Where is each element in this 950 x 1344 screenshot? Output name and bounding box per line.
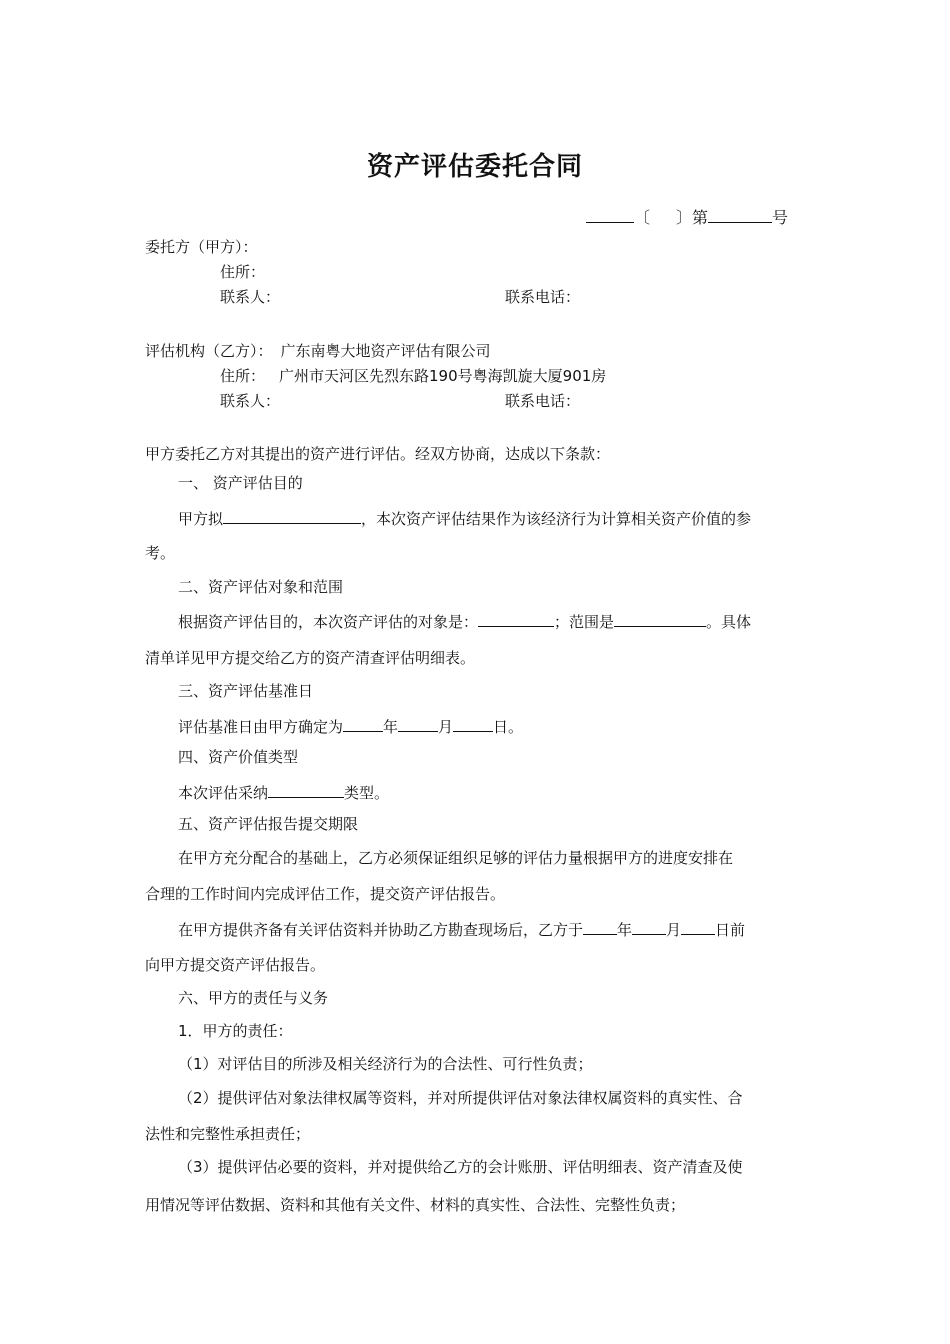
section-6-item-2-line-2: 法性和完整性承担责任； <box>145 1125 311 1143</box>
s2-text-c: 。具体 <box>706 613 752 631</box>
value-type-blank <box>268 781 344 798</box>
section-5-paragraph-2-line-2: 向甲方提交资产评估报告。 <box>145 956 326 974</box>
party-a-label: 委托方（甲方）： <box>145 238 258 256</box>
s5-year: 年 <box>617 921 633 939</box>
document-title: 资产评估委托合同 <box>366 152 583 182</box>
section-5-heading: 五、资产评估报告提交期限 <box>178 815 359 833</box>
section-2-paragraph-line-2: 清单详见甲方提交给乙方的资产清查评估明细表。 <box>145 649 476 667</box>
section-3-heading: 三、资产评估基准日 <box>178 682 314 700</box>
contract-number-line <box>586 206 788 228</box>
section-6-subheading-1: 1．甲方的责任： <box>178 1022 293 1040</box>
party-b-line <box>145 341 491 361</box>
deadline-year-blank <box>583 918 617 935</box>
deadline-month-blank <box>632 918 666 935</box>
section-1-heading: 一、 资产评估目的 <box>178 474 303 492</box>
party-b-phone-label: 联系电话： <box>505 392 581 410</box>
s2-text-a: 根据资产评估目的，本次资产评估的对象是： <box>178 613 479 631</box>
s5-month: 月 <box>666 921 682 939</box>
section-5-paragraph-1-line-1: 在甲方充分配合的基础上，乙方必须保证组织足够的评估力量根据甲方的进度安排在 <box>178 849 734 867</box>
section-4-paragraph <box>178 781 389 803</box>
s3-text-a: 评估基准日由甲方确定为 <box>178 718 344 736</box>
party-b-name: 广东南粤大地资产评估有限公司 <box>280 342 491 360</box>
section-2-paragraph-line-1 <box>178 610 751 632</box>
party-b-address: 广州市天河区先烈东路190号粤海凯旋大厦901房 <box>279 367 607 385</box>
s4-text-b: 类型。 <box>344 784 390 802</box>
s2-text-b: ；范围是 <box>554 613 615 631</box>
party-a-address-label: 住所： <box>220 263 266 281</box>
section-3-paragraph <box>178 715 523 737</box>
purpose-blank <box>223 507 361 524</box>
object-blank <box>478 610 554 627</box>
s3-month: 月 <box>438 718 454 736</box>
party-b-label: 评估机构（乙方）： <box>145 342 273 360</box>
section-6-item-1: （1）对评估目的所涉及相关经济行为的合法性、可行性负责； <box>178 1055 593 1073</box>
section-6-item-3-line-2: 用情况等评估数据、资料和其他有关文件、材料的真实性、合法性、完整性负责； <box>145 1196 686 1214</box>
intro-paragraph: 甲方委托乙方对其提出的资产进行评估。经双方协商，达成以下条款： <box>145 445 611 463</box>
party-b-address-line <box>220 366 606 386</box>
s3-year: 年 <box>383 718 399 736</box>
section-1-paragraph-line-1 <box>178 507 751 529</box>
deadline-day-blank <box>681 918 715 935</box>
base-month-blank <box>398 715 438 732</box>
scope-blank <box>614 610 706 627</box>
s1-text-b: ，本次资产评估结果作为该经济行为计算相关资产价值的参 <box>361 510 752 528</box>
section-1-paragraph-line-2: 考。 <box>145 544 176 562</box>
bracket-open: 〔 <box>634 208 651 227</box>
s4-text-a: 本次评估采纳 <box>178 784 269 802</box>
section-2-heading: 二、资产评估对象和范围 <box>178 578 344 596</box>
base-day-blank <box>453 715 493 732</box>
section-6-item-2-line-1: （2）提供评估对象法律权属等资料，并对所提供评估对象法律权属资料的真实性、合 <box>178 1089 743 1107</box>
party-b-address-label: 住所： <box>220 367 266 385</box>
party-a-contact-label: 联系人： <box>220 288 281 306</box>
base-year-blank <box>343 715 383 732</box>
s5-text-a: 在甲方提供齐备有关评估资料并协助乙方勘查现场后，乙方于 <box>178 921 584 939</box>
contract-suffix: 号 <box>772 208 789 227</box>
contract-number-blank <box>708 206 772 223</box>
section-5-paragraph-1-line-2: 合理的工作时间内完成评估工作，提交资产评估报告。 <box>145 885 506 903</box>
section-5-paragraph-2-line-1 <box>178 918 745 940</box>
party-a-phone-label: 联系电话： <box>505 288 581 306</box>
s5-day: 日前 <box>715 921 746 939</box>
bracket-close: 〕第 <box>676 208 709 227</box>
section-6-heading: 六、甲方的责任与义务 <box>178 989 329 1007</box>
s1-text-a: 甲方拟 <box>178 510 224 528</box>
party-b-contact-label: 联系人： <box>220 392 281 410</box>
s3-day: 日。 <box>493 718 524 736</box>
section-6-item-3-line-1: （3）提供评估必要的资料，并对提供给乙方的会计账册、评估明细表、资产清查及使 <box>178 1158 743 1176</box>
contract-prefix-blank <box>586 206 634 223</box>
section-4-heading: 四、资产价值类型 <box>178 748 299 766</box>
